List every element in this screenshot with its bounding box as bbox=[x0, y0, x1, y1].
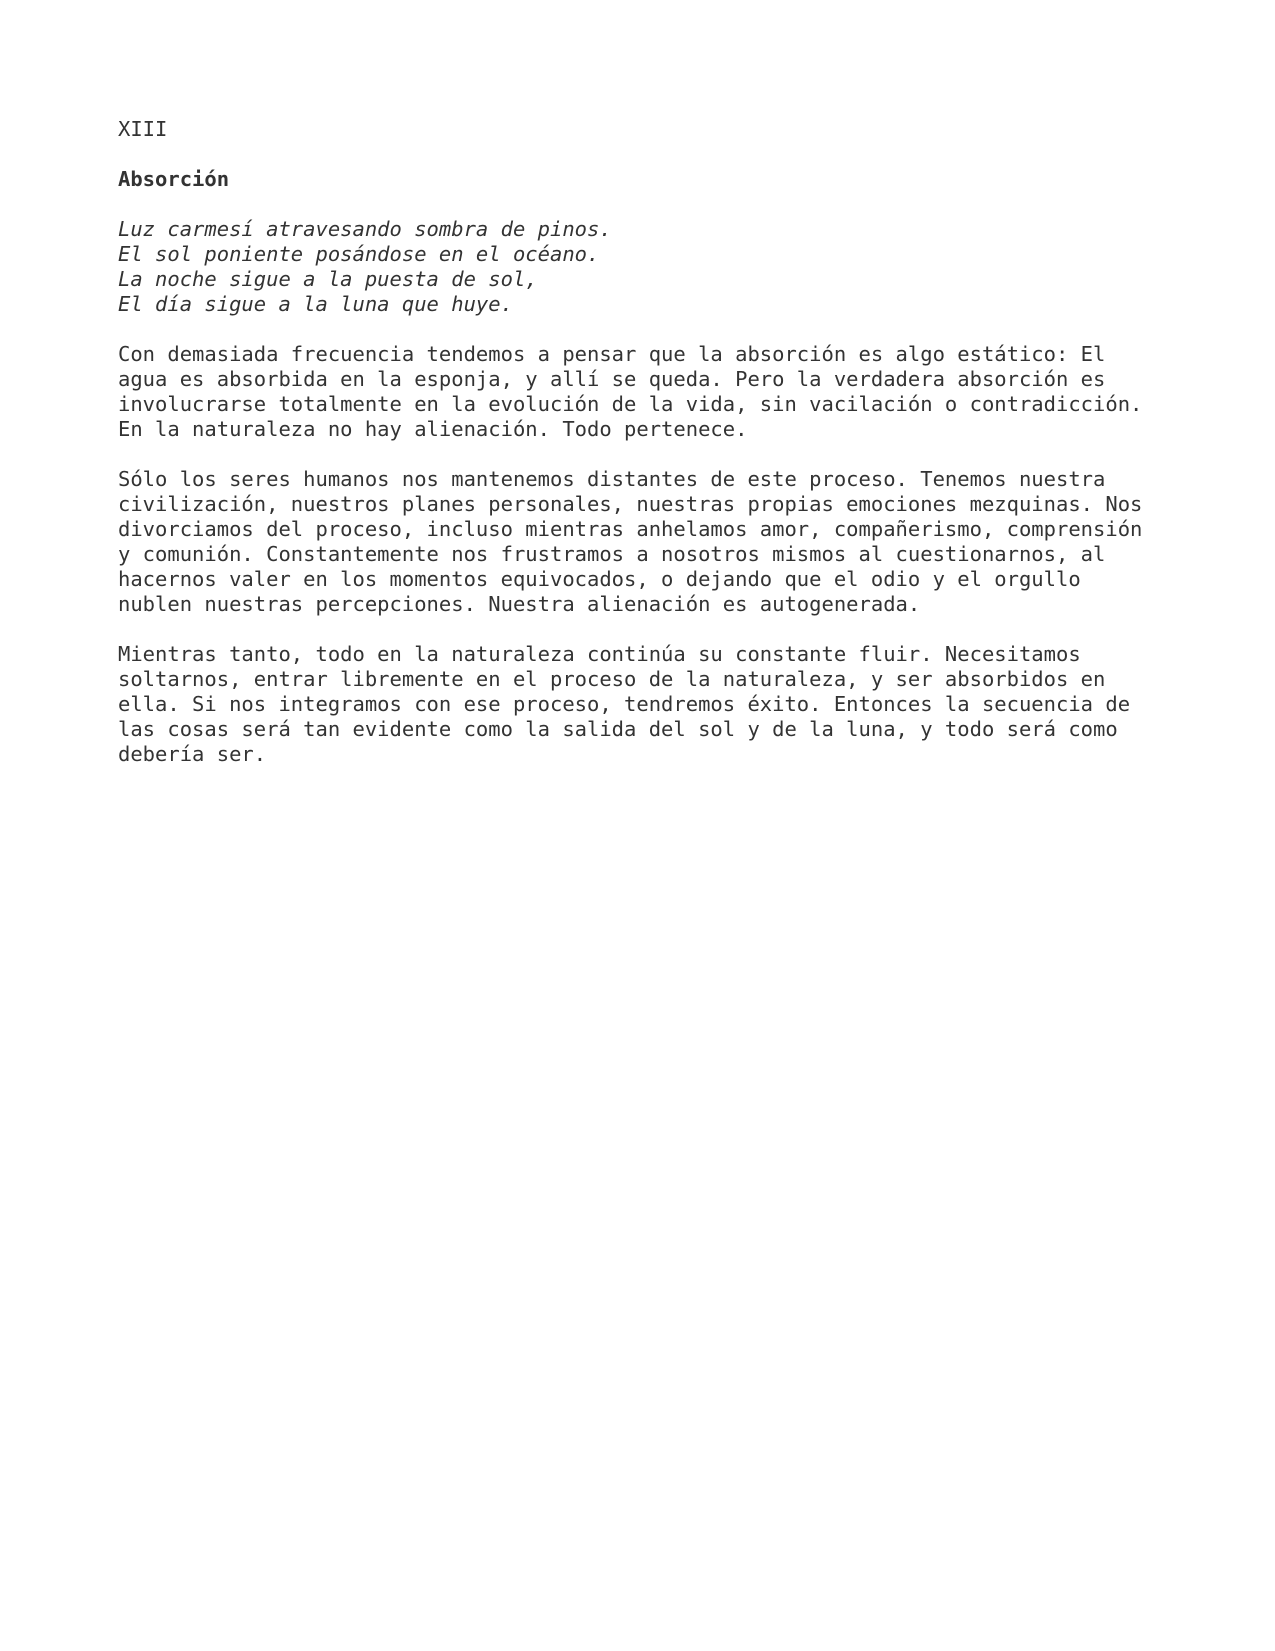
poem-line: El sol poniente posándose en el océano. bbox=[118, 242, 600, 266]
paragraph-2 bbox=[118, 467, 1178, 617]
paragraph-line: soltarnos, entrar libremente en el proceso de la naturaleza, y ser absorbidos en bbox=[118, 667, 1106, 691]
paragraph-1 bbox=[118, 342, 1178, 442]
paragraph-line: agua es absorbida en la esponja, y allí se queda. Pero la verdadera absorción es bbox=[118, 367, 1106, 391]
paragraph-line: Con demasiada frecuencia tendemos a pensar que la absorción es algo estático: El bbox=[118, 342, 1106, 366]
paragraph-line: involucrarse totalmente en la evolución de la vida, sin vacilación o contradicción. bbox=[118, 392, 1143, 416]
poem-line: El día sigue a la luna que huye. bbox=[118, 292, 513, 316]
paragraph-line: nublen nuestras percepciones. Nuestra alienación es autogenerada. bbox=[118, 592, 921, 616]
poem-line: Luz carmesí atravesando sombra de pinos. bbox=[118, 217, 612, 241]
poem bbox=[118, 217, 1178, 317]
paragraph-line: divorciamos del proceso, incluso mientras anhelamos amor, compañerismo, comprensión bbox=[118, 517, 1143, 541]
paragraph-line: civilización, nuestros planes personales, nuestras propias emociones mezquinas. Nos bbox=[118, 492, 1143, 516]
paragraph-3 bbox=[118, 642, 1178, 767]
paragraph-line: En la naturaleza no hay alienación. Todo pertenece. bbox=[118, 417, 748, 441]
paragraph-line: Sólo los seres humanos nos mantenemos distantes de este proceso. Tenemos nuestra bbox=[118, 467, 1106, 491]
paragraph-line: debería ser. bbox=[118, 742, 267, 766]
paragraph-line: las cosas será tan evidente como la salida del sol y de la luna, y todo será como bbox=[118, 717, 1118, 741]
paragraph-line: ella. Si nos integramos con ese proceso, tendremos éxito. Entonces la secuencia de bbox=[118, 692, 1131, 716]
chapter-numeral: XIII bbox=[118, 117, 168, 141]
chapter-title: Absorción bbox=[118, 167, 230, 191]
document-page bbox=[118, 117, 1178, 792]
poem-line: La noche sigue a la puesta de sol, bbox=[118, 267, 538, 291]
paragraph-line: hacernos valer en los momentos equivocados, o dejando que el odio y el orgullo bbox=[118, 567, 1081, 591]
paragraph-line: Mientras tanto, todo en la naturaleza continúa su constante fluir. Necesitamos bbox=[118, 642, 1081, 666]
paragraph-line: y comunión. Constantemente nos frustramos a nosotros mismos al cuestionarnos, al bbox=[118, 542, 1106, 566]
